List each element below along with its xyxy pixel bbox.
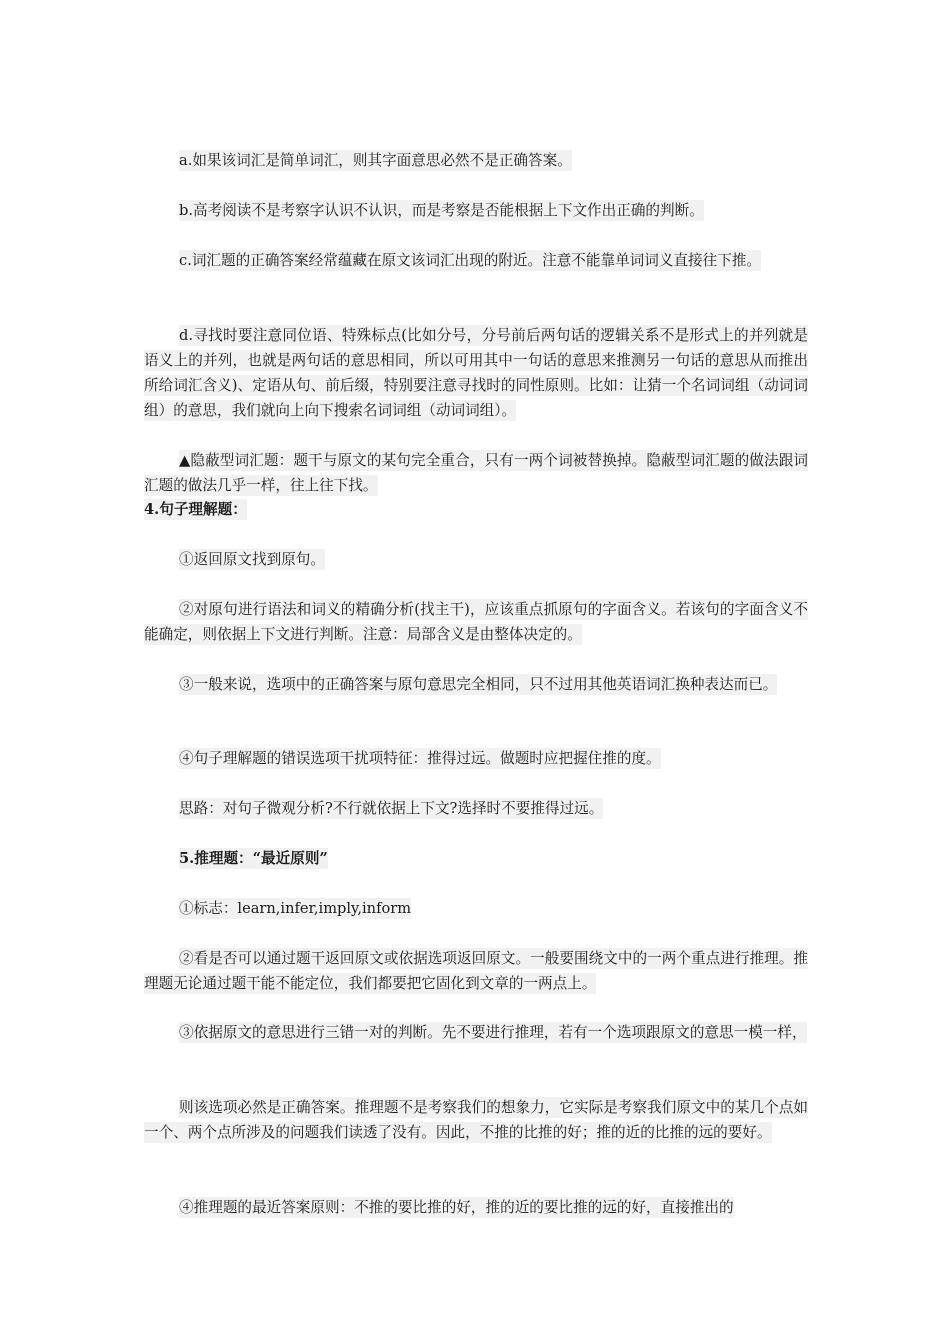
paragraph-text: ④推理题的最近答案原则：不推的要比推的好，推的近的要比推的远的好，直接推出的 [179,1199,734,1216]
paragraph-text: d.寻找时要注意同位语、特殊标点(比如分号，分号前后两句话的逻辑关系不是形式上的并列就是语义上的并列，也就是两句话的意思相同，所以可用其中一句话的意思来推测另一句话的意思从而推出所给词汇含义)、定语从句、前后缀，特别要注意寻找时的同性原则。比如：让猜一个名词词组（动词词组）的意思，我们就向上向下搜索名词词组（动词词组）。 [144,327,808,419]
paragraph-text: b.高考阅读不是考察字认识不认识，而是考察是否能根据上下文作出正确的判断。 [179,202,704,219]
paragraph-text: ▲隐蔽型词汇题：题干与原文的某句完全重合，只有一两个词被替换掉。隐蔽型词汇题的做法跟词汇题的做法几乎一样，往上往下找。 [144,452,808,494]
paragraph-text: ③依据原文的意思进行三错一对的判断。先不要进行推理，若有一个选项跟原文的意思一模一样， [179,1024,807,1041]
paragraph-inference-4 [144,1195,808,1220]
paragraph-text: ④句子理解题的错误选项干扰项特征：推得过远。做题时应把握住推的度。 [179,750,661,767]
paragraph-thinking [144,796,808,821]
paragraph-inference-3-cont [144,1095,808,1145]
paragraph-text: a.如果该词汇是简单词汇，则其字面意思必然不是正确答案。 [179,152,572,169]
paragraph-sentence-3 [144,672,808,697]
paragraph-sentence-2 [144,597,808,647]
paragraph-sentence-1 [144,547,808,572]
paragraph-text: 则该选项必然是正确答案。推理题不是考察我们的想象力，它实际是考察我们原文中的某几个点如一个、两个点所涉及的问题我们读透了没有。因此，不推的比推的好；推的近的比推的远的要好。 [144,1099,808,1141]
paragraph-text: ②对原句进行语法和词义的精确分析(找主干)，应该重点抓原句的字面含义。若该句的字面含义不能确定，则依据上下文进行判断。注意：局部含义是由整体决定的。 [144,601,808,643]
paragraph-text: 思路：对句子微观分析?不行就依据上下文?选择时不要推得过远。 [179,800,604,817]
paragraph-text: c.词汇题的正确答案经常蕴藏在原文该词汇出现的附近。注意不能靠单词词义直接往下推。 [179,252,762,269]
heading-inference [144,846,808,871]
paragraph-text: ③一般来说，选项中的正确答案与原句意思完全相同，只不过用其他英语词汇换种表达而已。 [179,676,778,693]
paragraph-sentence-4 [144,746,808,771]
heading-text: 4.句子理解题： [144,501,247,518]
paragraph-vocab-a [144,148,808,173]
paragraph-inference-2 [144,946,808,996]
heading-sentence-comprehension [144,497,808,522]
paragraph-vocab-c [144,248,808,273]
paragraph-hidden-vocab [144,448,808,498]
paragraph-vocab-b [144,198,808,223]
paragraph-inference-3 [144,1020,808,1045]
paragraph-inference-1 [144,896,808,921]
paragraph-text: ②看是否可以通过题干返回原文或依据选项返回原文。一般要围绕文中的一两个重点进行推理。推理题无论通过题干能不能定位，我们都要把它固化到文章的一两点上。 [144,950,808,992]
paragraph-text: ①标志：learn,infer,imply,inform [179,900,412,917]
paragraph-text: ①返回原文找到原句。 [179,551,325,568]
paragraph-vocab-d [144,323,808,423]
heading-text: 5.推理题：“最近原则” [179,850,328,867]
